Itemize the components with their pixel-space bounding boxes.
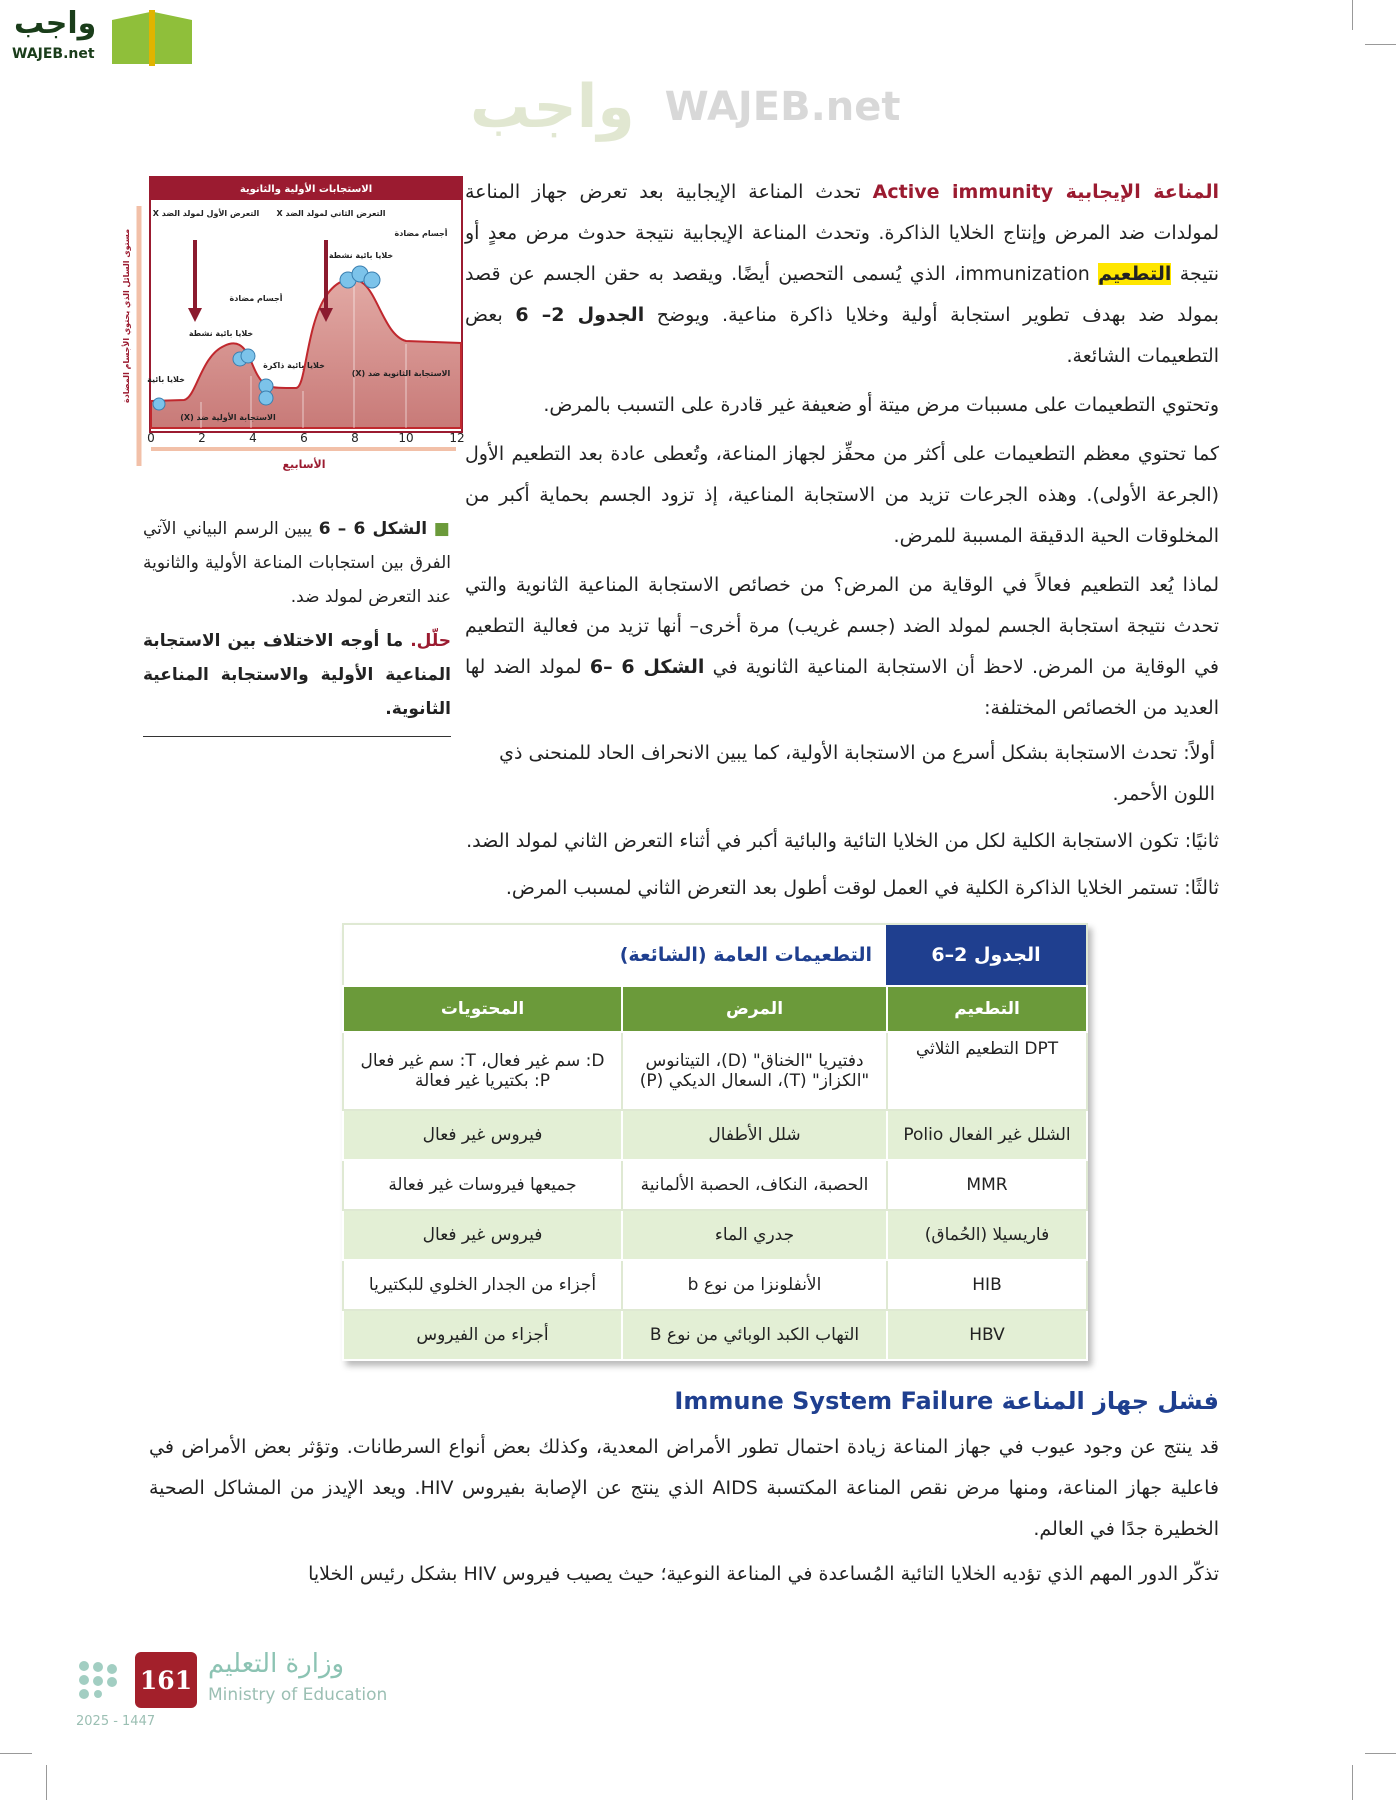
table-row: الشلل غير الفعال Polio شلل الأطفال فيروس غير فعال [343,1110,1087,1160]
svg-text:4: 4 [249,431,257,445]
table-label: الجدول 2–6 [886,925,1086,985]
svg-text:0: 0 [147,431,155,445]
table-row: HBV التهاب الكبد الوبائي من نوع B أجزاء من الفيروس [343,1310,1087,1360]
column-header: التطعيم [887,986,1087,1032]
column-header: المحتويات [343,986,622,1032]
crop-mark [0,1753,32,1754]
crop-mark [1352,0,1353,30]
page-number: 161 [135,1652,197,1708]
svg-text:خلايا بائية: خلايا بائية [147,375,185,384]
figure-spacer [149,172,465,746]
paragraph-immune-failure: قد ينتج عن وجود عيوب في جهاز المناعة زيادة احتمال تطور الأمراض المعدية، وكذلك بعض أنواع السرطانات. وتؤثر بعض الأمراض في فاعلية جهاز المناعة، ومنها مرض نقص المناعة المكتسبة AIDS الذي ينتج عن الإصابة بفيروس HIV. ويعد الإيدز من المشاكل الصحية الخطيرة جدًا في العالم. [149,1436,1219,1540]
svg-text:الاستجابة الأولية ضد (X): الاستجابة الأولية ضد (X) [180,413,276,422]
paragraph-active-immunity: المناعة الإيجابية Active immunity تحدث المناعة الإيجابية بعد تعرض جهاز المناعة لمولدات ضد المرض وإنتاج الخلايا الذاكرة. وتحدث المناعة الإيجابية نتيجة حدوث مرض معدٍ أو نتيجة التطعيم immunization، الذي يُسمى التحصين أيضًا. ويقصد به حقن الجسم عن قصد بمولد ضد بهدف تطوير استجابة أولية وخلايا ذاكرة مناعية. ويوضح الجدول 2– 6 بعض التطعيمات الشائعة. [465,181,1219,367]
vaccines-table [342,923,1088,1361]
ministry-name-en: Ministry of Education [208,1685,388,1705]
point: ثالثًا: تستمر الخلايا الذاكرة الكلية في العمل لوقت أطول بعد التعرض الثاني لمسبب المرض. [505,877,1219,899]
crop-mark [46,1765,47,1800]
watermark: واجب WAJEB.net [470,72,901,142]
figure-caption: ■ الشكل 6 – 6 يبين الرسم البياني الآتي الفرق بين استجابات المناعة الأولية والثانوية عند التعرض لمولد ضد. حلّل. ما أوجه الاختلاف بين الاستجابة المناعية الأولية والاستجابة المناعية الثانوية. [143,519,452,719]
ministry-name-ar: وزارة التعليم [208,1649,345,1679]
svg-text:خلايا بائية ذاكرة: خلايا بائية ذاكرة [263,361,325,370]
crop-mark [1365,1753,1396,1754]
crop-mark [1352,1765,1353,1800]
svg-text:الاستجابات الأولية والثانوية: الاستجابات الأولية والثانوية [239,184,373,195]
column-header: المرض [622,986,887,1032]
table-row: DPT التطعيم الثلاثي دفتيريا "الخناق" (D)، التيتانوس "الكزاز" (T)، السعال الديكي (P) D: سم غير فعال، T: سم غير فعال P: بكتيريا غير فعالة [343,1032,1087,1110]
svg-text:8: 8 [351,431,359,445]
paragraph: وتحتوي التطعيمات على مسببات مرض ميتة أو ضعيفة غير قادرة على التسبب بالمرض. [543,394,1219,416]
point: أولاً: تحدث الاستجابة بشكل أسرع من الاستجابة الأولية، كما يبين الانحراف الحاد للمنحنى ذي اللون الأحمر. [499,742,1215,805]
svg-text:الأسابيع: الأسابيع [282,458,326,471]
svg-text:10: 10 [398,431,414,445]
paragraph: لماذا يُعد التطعيم فعالاً في الوقاية من المرض؟ من خصائص الاستجابة المناعية الثانوية والتي تحدث نتيجة استجابة الجسم لمولد الضد (جسم غريب) مرة أخرى– أنها تزيد من فعالية التطعيم في الوقاية من المرض. لاحظ أن الاستجابة المناعية الثانوية في الشكل 6 –6 لمولد الضد لها العديد من الخصائص المختلفة: [465,574,1219,719]
svg-text:12: 12 [449,431,465,445]
wajeb-logo: واجب WAJEB.net [8,4,198,68]
svg-text:خلايا بائية نشطة: خلايا بائية نشطة [328,251,394,260]
year: 2025 - 1447 [76,1714,156,1729]
svg-text:أجسام مضادة: أجسام مضادة [394,229,448,238]
table-row: فاريسيلا (الحُماق) جدري الماء فيروس غير فعال [343,1210,1087,1260]
svg-text:التعرض الثاني لمولد الضد X: التعرض الثاني لمولد الضد X [276,209,386,218]
svg-text:6: 6 [300,431,308,445]
paragraph: كما تحتوي معظم التطعيمات على أكثر من محفِّز لجهاز المناعة، وتُعطى عادة بعد التطعيم الأول (الجرعة الأولى). وهذه الجرعات تزيد من الاستجابة المناعية، إذ تزود الجسم بحماية أكبر من المخلوقات الحية الدقيقة المسببة للمرض. [465,443,1219,547]
table-row: HIB الأنفلونزا من نوع b أجزاء من الجدار الخلوي للبكتيريا [343,1260,1087,1310]
table-title: التطعيمات العامة (الشائعة) [619,944,872,966]
svg-text:الاستجابة الثانوية ضد (X): الاستجابة الثانوية ضد (X) [351,369,451,378]
book-icon [108,6,196,66]
paragraph-hiv: تذكّر الدور المهم الذي تؤديه الخلايا التائية المُساعدة في المناعة النوعية؛ حيث يصيب فيروس HIV بشكل رئيس الخلايا [308,1563,1219,1585]
svg-text:خلايا بائية نشطة: خلايا بائية نشطة [188,329,254,338]
section-title: فشل جهاز المناعة Immune System Failure [674,1387,1219,1415]
svg-text:التعرض الأول لمولد الضد X: التعرض الأول لمولد الضد X [152,209,260,218]
ministry-dots-logo [78,1660,128,1700]
table-row: MMR الحصبة، النكاف، الحصبة الألمانية جميعها فيروسات غير فعالة [343,1160,1087,1210]
svg-text:2: 2 [198,431,206,445]
main-flow [149,172,1219,1595]
points-list [190,733,1219,909]
svg-text:مستوى السائل الذي يحتوي الأجسا: مستوى السائل الذي يحتوي الأجسام المضادة [122,228,131,404]
crop-mark [1365,44,1396,45]
svg-text:أجسام مضادة: أجسام مضادة [229,294,283,303]
point: ثانيًا: تكون الاستجابة الكلية لكل من الخلايا التائية والبائية أكبر في أثناء التعرض الثاني لمولد الضد. [466,830,1219,852]
